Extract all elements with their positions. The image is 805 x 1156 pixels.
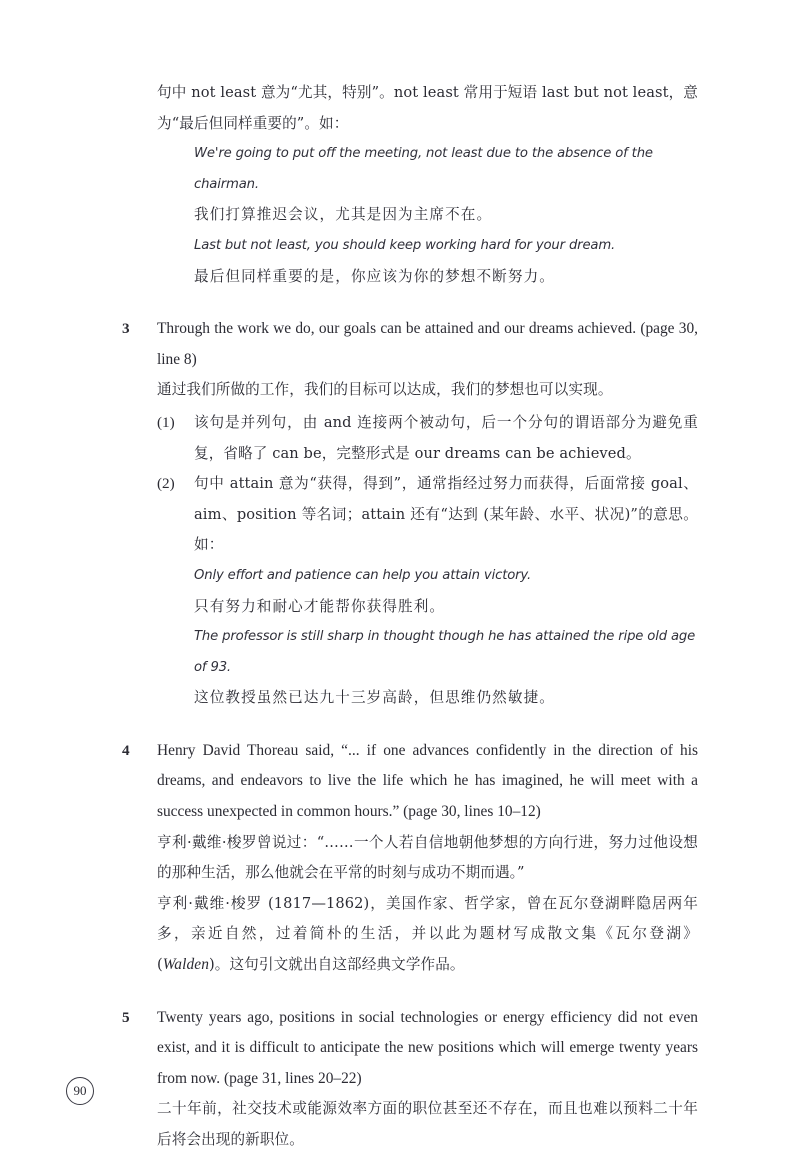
page-content [118, 78, 698, 1156]
item-body [157, 1003, 698, 1156]
sub-item-marker: (1) [157, 413, 175, 431]
item-number: 4 [122, 741, 130, 759]
example-sentence-cn: 只有努力和耐心才能帮你获得胜利。 [194, 597, 446, 615]
item-translation: 二十年前，社交技术或能源效率方面的职位甚至还不存在，而且也难以预料二十年后将会出现的新职位。 [157, 1100, 698, 1148]
top-note-explanation: 句中 not least 意为“尤其，特别”。not least 常用于短语 last but not least，意为“最后但同样重要的”。如： [157, 84, 698, 132]
example-sentence-cn: 这位教授虽然已达九十三岁高龄，但思维仍然敏捷。 [194, 689, 555, 707]
item-background-note [157, 889, 698, 981]
numbered-item [118, 314, 698, 714]
item-translation: 亨利·戴维·梭罗曾说过：“……一个人若自信地朝他梦想的方向行进，努力过他设想的那种生活，那么他就会在平常的时刻与成功不期而遇。” [157, 833, 698, 882]
item-sublist [157, 408, 698, 714]
sub-item [157, 469, 698, 714]
sub-item-text: 句中 attain 意为“获得，得到”，通常指经过努力而获得，后面常接 goal、aim、position 等名词；attain 还有“达到 (某年龄、水平、状况)”的意思。如： [194, 475, 698, 554]
page-number-badge [66, 1077, 94, 1105]
page-number: 90 [73, 1083, 87, 1098]
item-source-sentence: Twenty years ago, positions in social technologies or energy efficiency did not even exist, and it is difficult to anticipate the new positions which will emerge twenty years from now. (page 31, lines 20–22) [157, 1008, 698, 1087]
item-number: 5 [122, 1008, 130, 1026]
sub-item-marker: (2) [157, 475, 175, 493]
item-body [157, 736, 698, 981]
note-prefix: 亨利·戴维·梭罗 (1817—1862)，美国作家、哲学家，曾在瓦尔登湖畔隐居两年多，亲近自然，过着简朴的生活，并以此为题材写成散文集《瓦尔登湖》( [157, 894, 698, 974]
sub-item [157, 408, 698, 469]
example-sentence-en: Only effort and patience can help you attain victory. [194, 567, 532, 583]
item-source-sentence: Through the work we do, our goals can be attained and our dreams achieved. (page 30, line 8) [157, 320, 698, 368]
example-sentence-cn: 我们打算推迟会议，尤其是因为主席不在。 [194, 206, 493, 224]
numbered-item [118, 736, 698, 981]
sub-item-examples [194, 561, 698, 714]
example-sentence-en: We're going to put off the meeting, not least due to the absence of the chairman. [194, 146, 653, 192]
example-sentence-en: Last but not least, you should keep working hard for your dream. [194, 237, 616, 253]
note-suffix: )。这句引文就出自这部经典文学作品。 [209, 956, 465, 974]
sub-item-text: 该句是并列句，由 and 连接两个被动句，后一个分句的谓语部分为避免重复，省略了 can be，完整形式是 our dreams can be achieved。 [194, 413, 698, 462]
top-note-block [118, 78, 698, 292]
note-italic-title: Walden [162, 956, 209, 974]
item-translation: 通过我们所做的工作，我们的目标可以达成，我们的梦想也可以实现。 [157, 381, 613, 399]
top-note-examples [194, 139, 699, 292]
item-body [157, 314, 698, 714]
item-source-sentence: Henry David Thoreau said, “... if one advances confidently in the direction of his dreams, and endeavors to live the life which he has imagined, he will meet with a success unexpected in common hours.” (page 30, lines 10–12) [157, 741, 698, 821]
example-sentence-cn: 最后但同样重要的是，你应该为你的梦想不断努力。 [194, 267, 555, 285]
item-number: 3 [122, 320, 130, 338]
numbered-item [118, 1003, 698, 1156]
example-sentence-en: The professor is still sharp in thought though he has attained the ripe old age of 93. [194, 629, 696, 675]
